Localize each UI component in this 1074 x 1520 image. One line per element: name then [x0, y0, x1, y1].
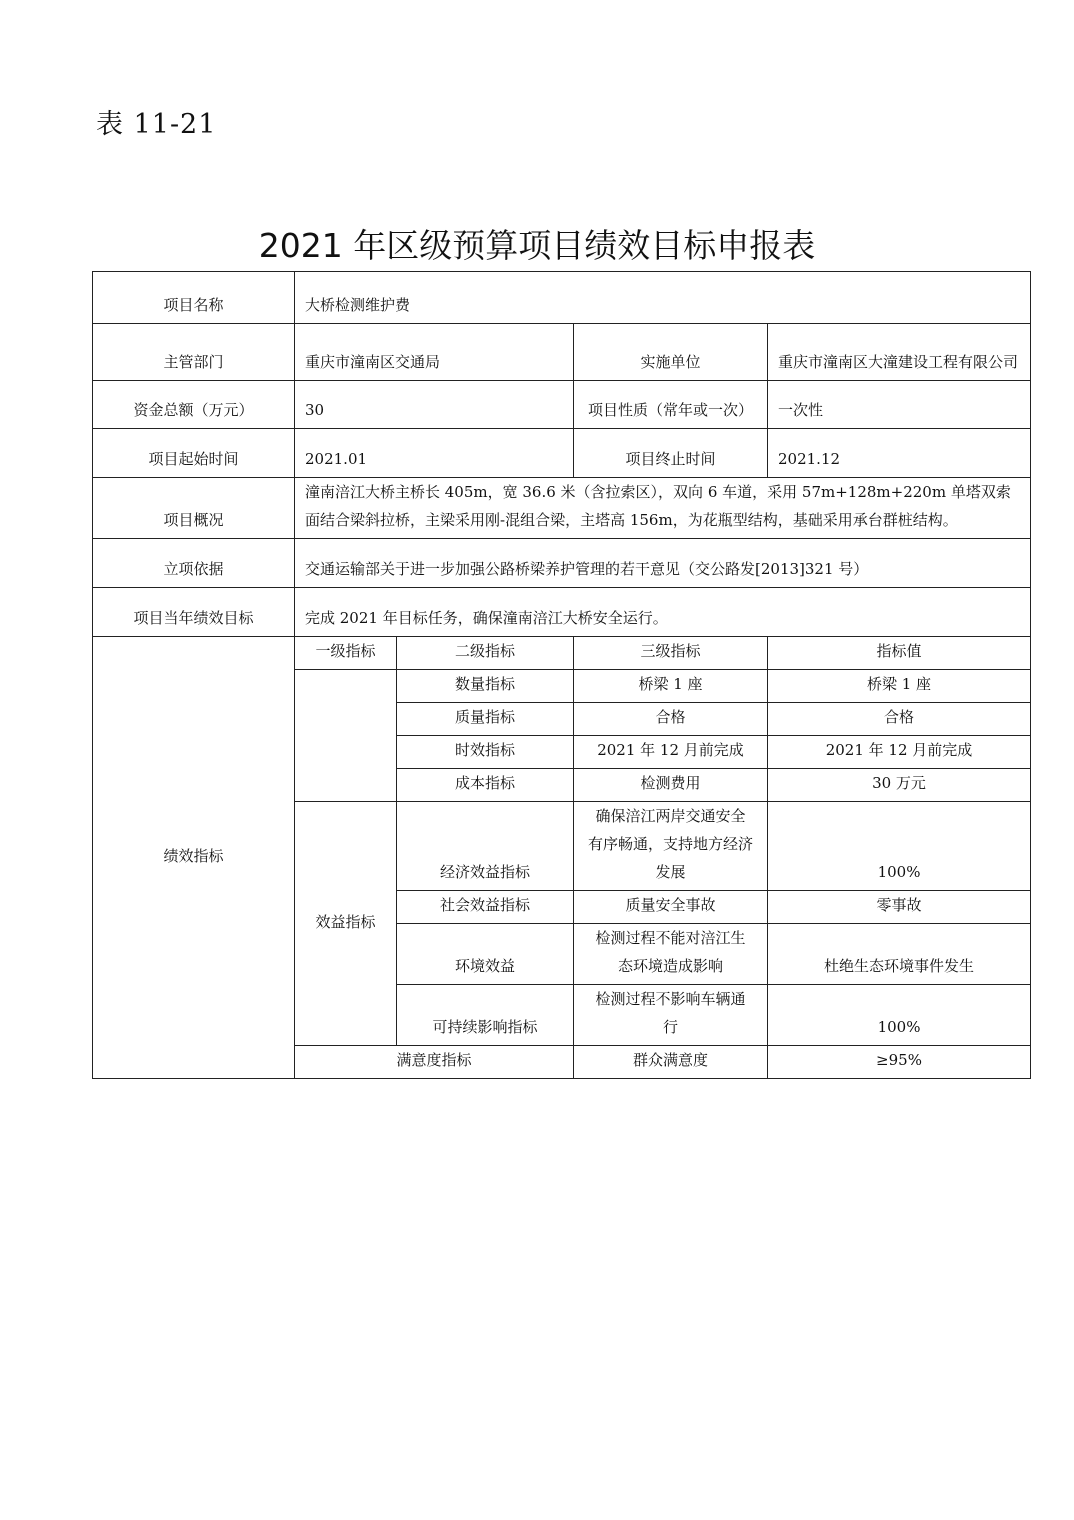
output-l2: 数量指标 — [397, 670, 574, 703]
benefit-value: 杜绝生态环境事件发生 — [768, 924, 1031, 985]
goal-label: 项目当年绩效目标 — [93, 588, 295, 637]
basis-label: 立项依据 — [93, 539, 295, 588]
output-level1-cell — [295, 670, 397, 802]
output-l2: 时效指标 — [397, 736, 574, 769]
benefit-value: 100% — [768, 802, 1031, 891]
end-value: 2021.12 — [768, 429, 1031, 478]
start-value: 2021.01 — [295, 429, 574, 478]
header-level3: 三级指标 — [574, 637, 768, 670]
nature-value: 一次性 — [768, 381, 1031, 429]
document-title: 2021 年区级预算项目绩效目标申报表 — [258, 226, 816, 265]
start-label: 项目起始时间 — [93, 429, 295, 478]
impl-value: 重庆市潼南区大潼建设工程有限公司 — [768, 324, 1031, 381]
benefit-l3: 质量安全事故 — [574, 891, 768, 924]
benefit-l3: 检测过程不影响车辆通 行 — [574, 985, 768, 1046]
overview-value: 潼南涪江大桥主桥长 405m，宽 36.6 米（含拉索区），双向 6 车道，采用 57m+128m+220m 单塔双索面结合梁斜拉桥，主梁采用刚-混组合梁，主塔高 156m，为花瓶型结构，基础采用承台群桩结构。 — [295, 478, 1031, 539]
satisfaction-label: 满意度指标 — [295, 1046, 574, 1079]
goal-value: 完成 2021 年目标任务，确保潼南涪江大桥安全运行。 — [295, 588, 1031, 637]
output-l2: 质量指标 — [397, 703, 574, 736]
output-value: 合格 — [768, 703, 1031, 736]
output-l3: 桥梁 1 座 — [574, 670, 768, 703]
header-level1: 一级指标 — [295, 637, 397, 670]
output-l3: 合格 — [574, 703, 768, 736]
header-value: 指标值 — [768, 637, 1031, 670]
dept-label: 主管部门 — [93, 324, 295, 381]
benefit-l2: 经济效益指标 — [397, 802, 574, 891]
table-number: 表 11-21 — [96, 109, 217, 140]
benefit-level1-label: 效益指标 — [295, 802, 397, 1046]
nature-label: 项目性质（常年或一次） — [574, 381, 768, 429]
indicators-section-label: 绩效指标 — [93, 637, 295, 1079]
benefit-l3: 检测过程不能对涪江生 态环境造成影响 — [574, 924, 768, 985]
output-value: 桥梁 1 座 — [768, 670, 1031, 703]
header-level2: 二级指标 — [397, 637, 574, 670]
benefit-l2: 环境效益 — [397, 924, 574, 985]
benefit-l3: 确保涪江两岸交通安全 有序畅通，支持地方经济 发展 — [574, 802, 768, 891]
impl-label: 实施单位 — [574, 324, 768, 381]
benefit-value: 100% — [768, 985, 1031, 1046]
benefit-l2: 社会效益指标 — [397, 891, 574, 924]
satisfaction-value: ≥95% — [768, 1046, 1031, 1079]
benefit-value: 零事故 — [768, 891, 1031, 924]
project-name-value: 大桥检测维护费 — [295, 272, 1031, 324]
dept-value: 重庆市潼南区交通局 — [295, 324, 574, 381]
benefit-l2: 可持续影响指标 — [397, 985, 574, 1046]
project-name-label: 项目名称 — [93, 272, 295, 324]
basis-value: 交通运输部关于进一步加强公路桥梁养护管理的若干意见（交公路发[2013]321 号） — [295, 539, 1031, 588]
output-l3: 2021 年 12 月前完成 — [574, 736, 768, 769]
fund-label: 资金总额（万元） — [93, 381, 295, 429]
fund-value: 30 — [295, 381, 574, 429]
output-value: 30 万元 — [768, 769, 1031, 802]
end-label: 项目终止时间 — [574, 429, 768, 478]
output-l3: 检测费用 — [574, 769, 768, 802]
overview-label: 项目概况 — [93, 478, 295, 539]
performance-target-table — [92, 271, 1031, 1079]
output-value: 2021 年 12 月前完成 — [768, 736, 1031, 769]
output-l2: 成本指标 — [397, 769, 574, 802]
satisfaction-l3: 群众满意度 — [574, 1046, 768, 1079]
